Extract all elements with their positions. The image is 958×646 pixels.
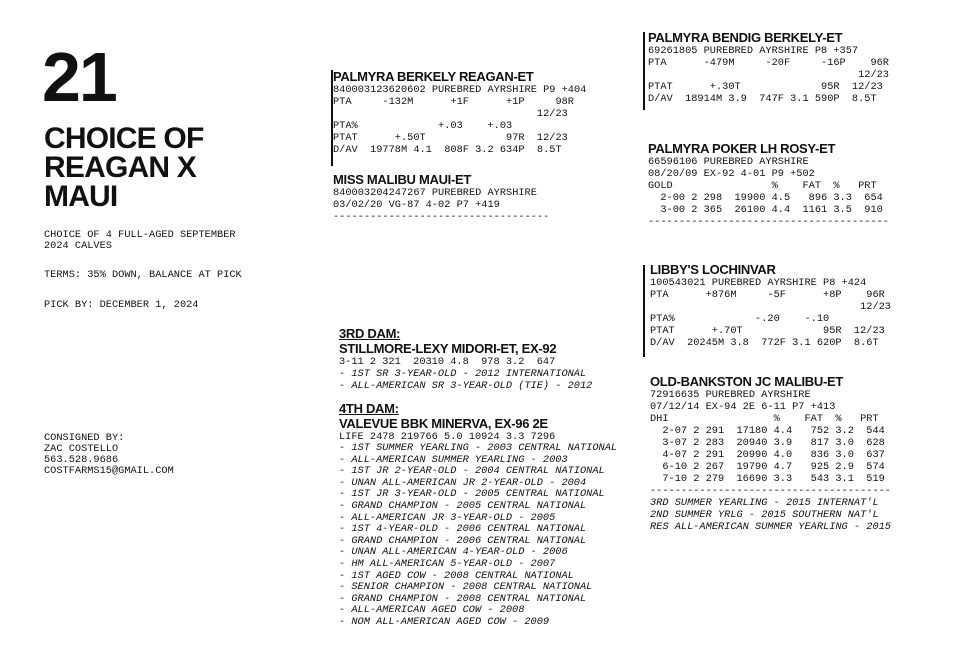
honor-item: - ALL-AMERICAN AGED COW - 2008: [339, 604, 525, 617]
choice-line: 2024 CALVES: [44, 240, 112, 252]
honor-item: - GRAND CHAMPION - 2008 CENTRAL NATIONAL: [339, 592, 587, 605]
dam-sire-line: 100543021 PUREBRED AYRSHIRE P8 +424: [650, 277, 867, 289]
consigned-line: 563.528.9686: [44, 454, 119, 466]
dam-sire-line: PTA +876M -5F +8P 96R: [650, 289, 885, 301]
third-dam-honor: - ALL-AMERICAN SR 3-YEAR-OLD (TIE) - 2012: [339, 380, 593, 392]
sire-dam-line: GOLD % FAT % PRT: [648, 180, 877, 192]
consigned-by: [44, 433, 174, 477]
dam-sire-line: PTAT +.70T 95R 12/23: [650, 325, 885, 337]
dam-sire-bracket-line: [643, 265, 645, 357]
lot-title: [44, 124, 203, 211]
dam-dam-line: 2-07 2 291 17180 4.4 752 3.2 544: [650, 425, 885, 437]
honor-item: - UNAN ALL-AMERICAN JR 2-YEAR-OLD - 2004: [339, 476, 587, 489]
fourth-dam-label: 4TH DAM:: [339, 401, 399, 416]
third-dam-honor: - 1ST SR 3-YEAR-OLD - 2012 INTERNATIONAL: [339, 368, 587, 380]
dam-sire-name: LIBBY'S LOCHINVAR: [650, 262, 776, 277]
dam-dam-line: 4-07 2 291 20990 4.0 836 3.0 637: [650, 449, 885, 461]
dam-dam-line: 6-10 2 267 19790 4.7 925 2.9 574: [650, 461, 885, 473]
honor-item: - 1ST JR 2-YEAR-OLD - 2004 CENTRAL NATIONAL: [339, 465, 605, 478]
honor-item: - GRAND CHAMPION - 2006 CENTRAL NATIONAL: [339, 534, 587, 547]
dam-line: 03/02/20 VG-87 4-02 P7 +419: [333, 199, 500, 211]
sire-line: 840003123620602 PUREBRED AYRSHIRE P9 +404: [333, 84, 587, 96]
dam-dam-line: 07/12/14 EX-94 2E 6-11 P7 +413: [650, 401, 836, 413]
honor-item: - UNAN ALL-AMERICAN 4-YEAR-OLD - 2006: [339, 546, 568, 559]
consigned-email: COSTFARMS15@GMAIL.COM: [44, 465, 174, 477]
sire-sire-block: [648, 30, 889, 105]
title-line: MAUI: [44, 180, 118, 213]
choice-line: CHOICE OF 4 FULL-AGED SEPTEMBER: [44, 229, 236, 241]
fourth-dam-name: VALEVUE BBK MINERVA, EX-96 2E: [339, 416, 548, 431]
fourth-dam-block: [339, 401, 617, 629]
sire-sire-line: 12/23: [648, 69, 889, 81]
dam-block: [333, 172, 549, 223]
sire-dam-line: 66596106 PUREBRED AYRSHIRE: [648, 156, 809, 168]
sire-name: PALMYRA BERKELY REAGAN-ET: [333, 69, 534, 84]
dam-dam-honor: RES ALL-AMERICAN SUMMER YEARLING - 2015: [650, 521, 891, 533]
third-dam-name: STILLMORE-LEXY MIDORI-ET, EX-92: [339, 341, 557, 356]
sire-block: [333, 69, 586, 156]
sire-sire-name: PALMYRA BENDIG BERKELY-ET: [648, 30, 843, 45]
terms-text: TERMS: 35% DOWN, BALANCE AT PICK: [44, 269, 242, 281]
third-dam-label: 3RD DAM:: [339, 326, 401, 341]
third-dam-record: 3-11 2 321 20310 4.8 978 3.2 647: [339, 356, 556, 368]
dam-divider: -----------------------------------: [333, 211, 550, 223]
dam-dam-line: 72916635 PUREBRED AYRSHIRE: [650, 389, 811, 401]
sire-dam-line: 08/20/09 EX-92 4-01 P9 +502: [648, 168, 815, 180]
title-line: CHOICE OF: [44, 122, 204, 155]
dam-sire-line: PTA% -.20 -.10: [650, 313, 830, 325]
dam-dam-name: OLD-BANKSTON JC MALIBU-ET: [650, 374, 844, 389]
honor-item: - GRAND CHAMPION - 2005 CENTRAL NATIONAL: [339, 499, 587, 512]
dam-sire-line: 12/23: [650, 301, 891, 313]
sire-line: PTA -132M +1F +1P 98R: [333, 96, 574, 108]
dam-sire-block: [650, 262, 891, 349]
sire-dam-line: 3-00 2 365 26100 4.4 1161 3.5 910: [648, 204, 883, 216]
consigned-line: CONSIGNED BY:: [44, 432, 125, 444]
honor-item: - 1ST JR 3-YEAR-OLD - 2005 CENTRAL NATIONAL: [339, 488, 605, 501]
sire-dam-block: [648, 141, 889, 228]
sire-sire-line: D/AV 18914M 3.9 747F 3.1 590P 8.5T: [648, 93, 877, 105]
honor-item: - 1ST AGED COW - 2008 CENTRAL NATIONAL: [339, 569, 574, 582]
fourth-dam-honors: [339, 443, 617, 629]
choice-description: [44, 230, 236, 252]
sire-line: PTA% +.03 +.03: [333, 120, 513, 132]
sire-line: PTAT +.50T 97R 12/23: [333, 132, 568, 144]
sire-sire-line: 69261805 PUREBRED AYRSHIRE P8 +357: [648, 45, 859, 57]
fourth-dam-record: LIFE 2478 219766 5.0 10924 3.3 7296: [339, 431, 556, 443]
honor-item: - 1ST SUMMER YEARLING - 2003 CENTRAL NATIONAL: [339, 442, 618, 454]
dam-dam-divider: ---------------------------------------: [650, 485, 891, 497]
pick-by-text: PICK BY: DECEMBER 1, 2024: [44, 299, 199, 311]
sire-sire-line: PTA -479M -20F -16P 96R: [648, 57, 889, 69]
third-dam-block: [339, 326, 592, 392]
dam-dam-block: [650, 374, 891, 533]
sire-sire-bracket-line: [643, 32, 645, 110]
sire-dam-line: 2-00 2 298 19900 4.5 896 3.3 654: [648, 192, 883, 204]
lot-number: 21: [42, 38, 116, 116]
honor-item: - NOM ALL-AMERICAN AGED COW - 2009: [339, 615, 550, 628]
dam-dam-honor: 3RD SUMMER YEARLING - 2015 INTERNAT'L: [650, 497, 879, 509]
sire-line: D/AV 19778M 4.1 808F 3.2 634P 8.5T: [333, 144, 562, 156]
dam-dam-line: DHI % FAT % PRT: [650, 413, 879, 425]
sire-sire-line: PTAT +.30T 95R 12/23: [648, 81, 883, 93]
sire-line: 12/23: [333, 108, 568, 120]
consigned-line: ZAC COSTELLO: [44, 443, 119, 455]
title-line: REAGAN X: [44, 151, 196, 184]
sire-dam-divider: ---------------------------------------: [648, 216, 889, 228]
dam-sire-line: D/AV 20245M 3.8 772F 3.1 620P 8.6T: [650, 337, 879, 349]
dam-dam-honor: 2ND SUMMER YRLG - 2015 SOUTHERN NAT'L: [650, 509, 879, 521]
dam-dam-line: 3-07 2 283 20940 3.9 817 3.0 628: [650, 437, 885, 449]
honor-item: - HM ALL-AMERICAN 5-YEAR-OLD - 2007: [339, 557, 556, 570]
honor-item: - ALL-AMERICAN JR 3-YEAR-OLD - 2005: [339, 511, 556, 524]
dam-dam-line: 7-10 2 279 16690 3.3 543 3.1 519: [650, 473, 885, 485]
honor-item: - 1ST 4-YEAR-OLD - 2006 CENTRAL NATIONAL: [339, 523, 587, 536]
sire-dam-name: PALMYRA POKER LH ROSY-ET: [648, 141, 836, 156]
dam-name: MISS MALIBU MAUI-ET: [333, 172, 472, 187]
honor-item: - SENIOR CHAMPION - 2008 CENTRAL NATIONAL: [339, 581, 593, 594]
honor-item: - ALL-AMERICAN SUMMER YEARLING - 2003: [339, 453, 568, 466]
dam-line: 840003204247267 PUREBRED AYRSHIRE: [333, 187, 537, 199]
